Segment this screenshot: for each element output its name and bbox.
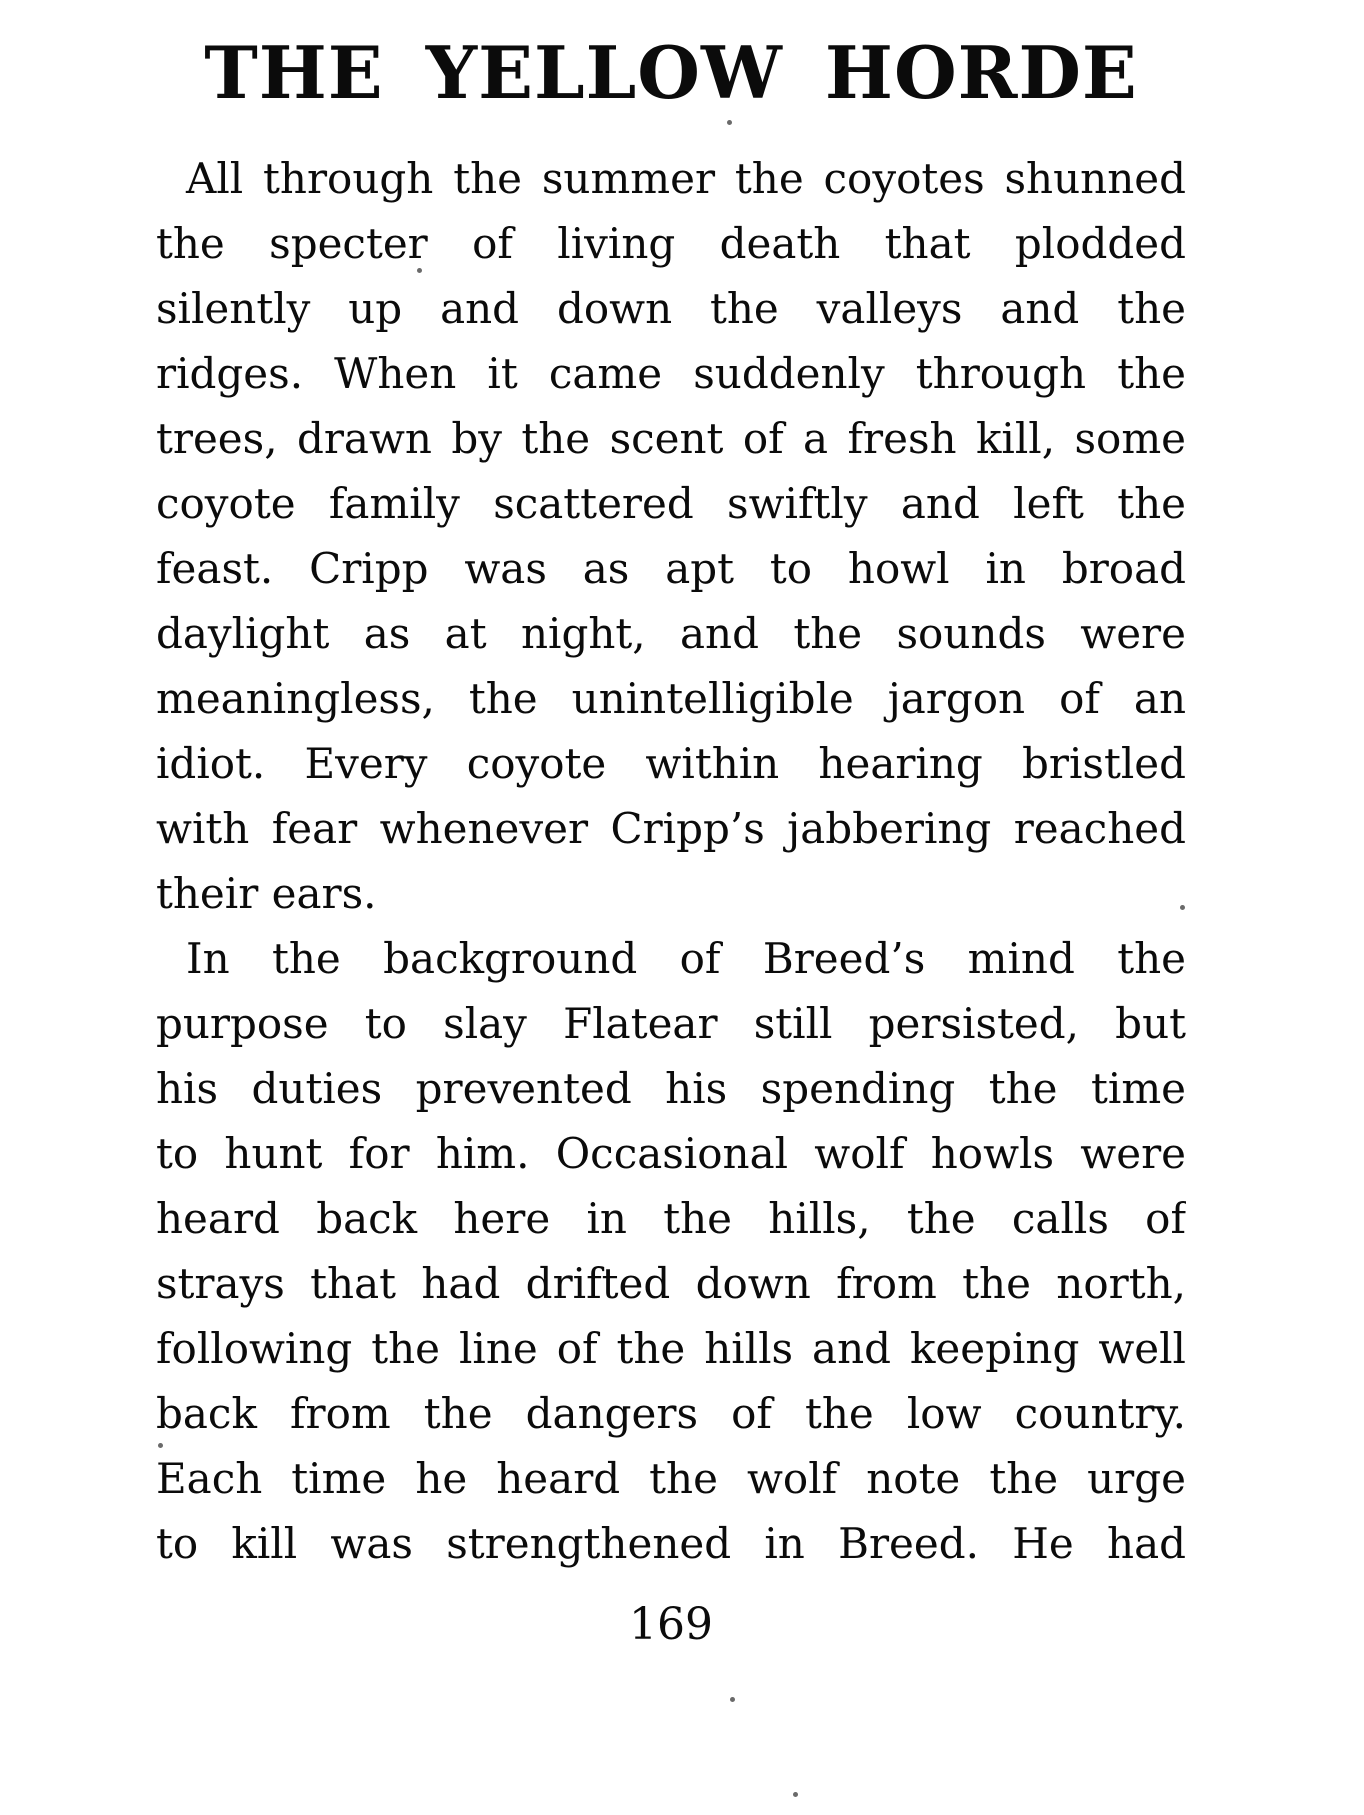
text-line: In the background of Breed’s mind the [186, 934, 1186, 983]
scan-speck [730, 1697, 735, 1702]
text-line: heard back here in the hills, the calls of [156, 1194, 1186, 1243]
text-line: to kill was strengthened in Breed. He had [156, 1519, 1186, 1568]
body-text [156, 146, 1186, 1576]
text-line: Each time he heard the wolf note the urge [156, 1454, 1186, 1503]
text-line: following the line of the hills and keeping well [156, 1324, 1186, 1373]
text-line: All through the summer the coyotes shunned [186, 154, 1186, 203]
paragraph [156, 146, 1186, 926]
text-line: with fear whenever Cripp’s jabbering reached [156, 804, 1186, 853]
paragraph [156, 926, 1186, 1576]
text-line: daylight as at night, and the sounds were [156, 609, 1186, 658]
text-line: ridges. When it came suddenly through the [156, 349, 1186, 398]
chapter-title: THE YELLOW HORDE [204, 30, 1138, 115]
text-line: silently up and down the valleys and the [156, 284, 1186, 333]
text-line: coyote family scattered swiftly and left the [156, 479, 1186, 528]
scan-speck [793, 1792, 798, 1797]
text-line: strays that had drifted down from the north, [156, 1259, 1186, 1308]
text-line: his duties prevented his spending the time [156, 1064, 1186, 1113]
text-line: purpose to slay Flatear still persisted, but [156, 999, 1186, 1048]
text-line: trees, drawn by the scent of a fresh kill, some [156, 414, 1186, 463]
text-line: feast. Cripp was as apt to howl in broad [156, 544, 1186, 593]
scan-speck [1180, 905, 1185, 910]
scan-speck [417, 268, 422, 273]
text-line: back from the dangers of the low country. [156, 1389, 1186, 1438]
text-line: meaningless, the unintelligible jargon of an [156, 674, 1186, 723]
text-line: the specter of living death that plodded [156, 219, 1186, 268]
scan-speck [727, 120, 732, 125]
text-line: their ears. [156, 869, 377, 918]
page-number: 169 [629, 1599, 713, 1650]
text-line: to hunt for him. Occasional wolf howls were [156, 1129, 1186, 1178]
scan-speck [158, 1443, 163, 1448]
text-line: idiot. Every coyote within hearing bristled [156, 739, 1186, 788]
